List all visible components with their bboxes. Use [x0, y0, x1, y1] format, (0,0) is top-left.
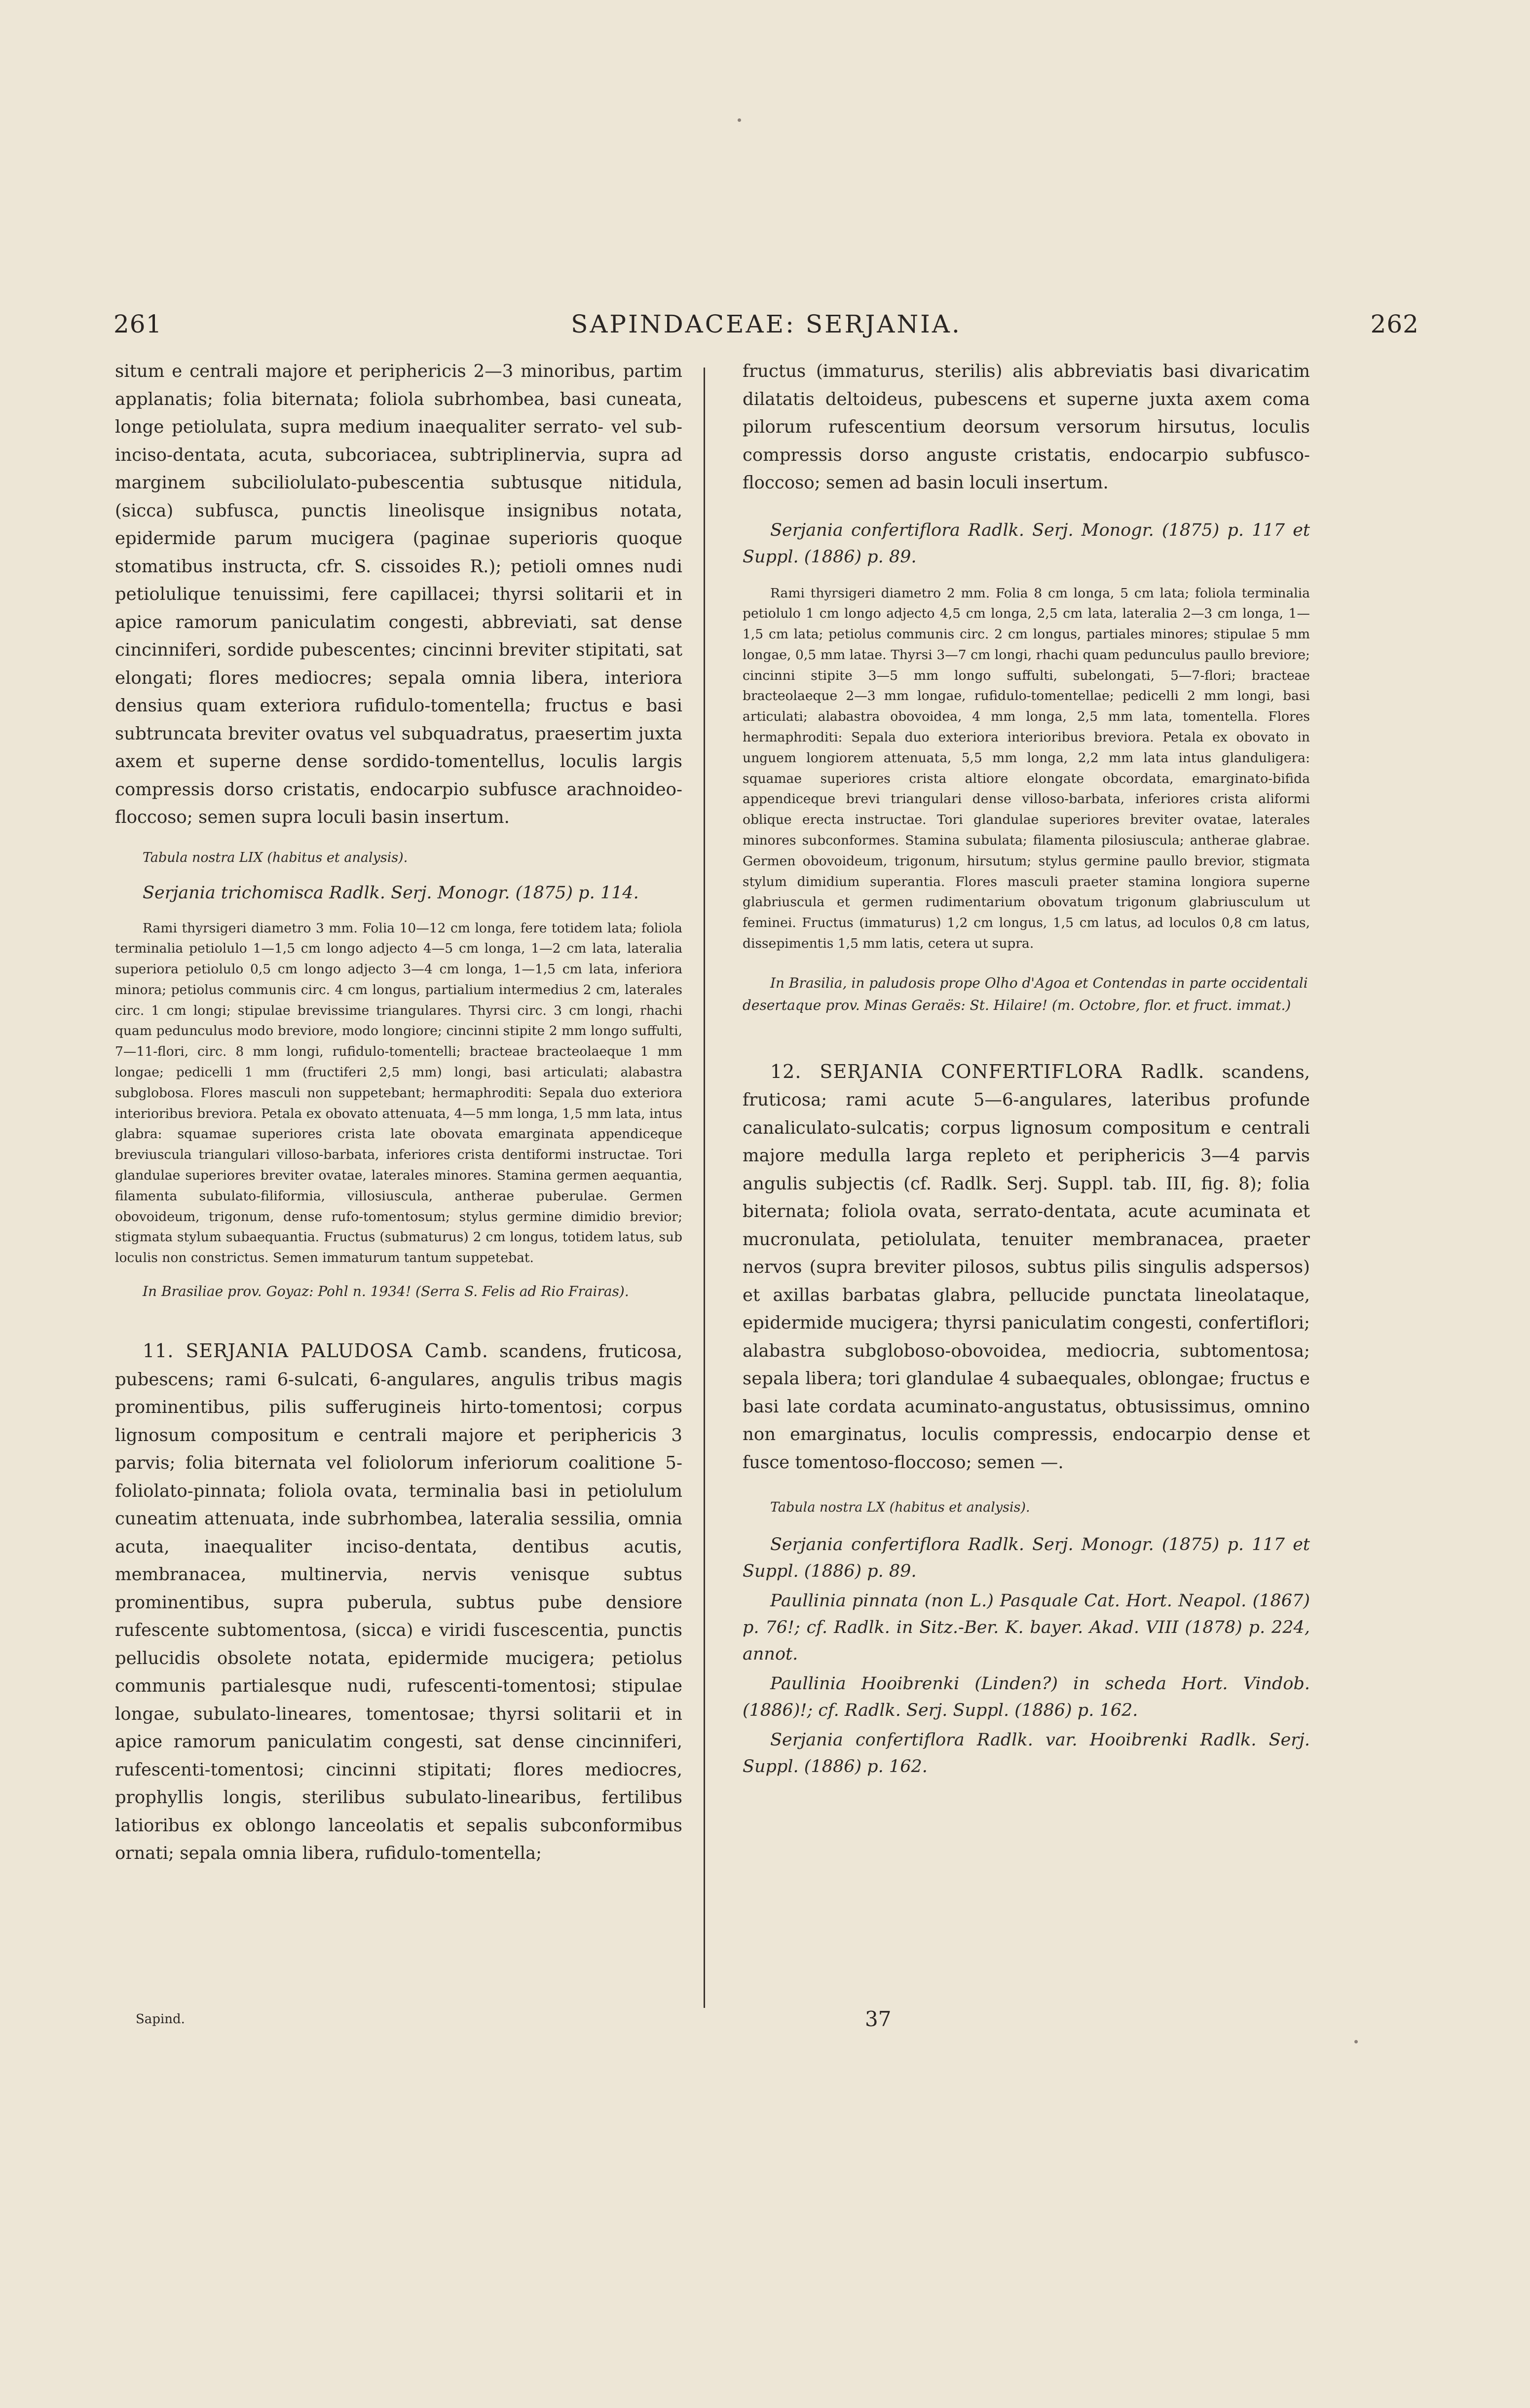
paragraph-continued-right: fructus (immaturus, sterilis) alis abbreviatis basi divaricatim dilatatis deltoideus, pubescens et superne juxta axem coma pilorum rufescentium deorsum versorum hirsutus, loculis compressis dorso anguste cristatis, endocarpio subfusco-floccoso; semen ad basin loculi insertum. — [743, 361, 1310, 493]
species-description-small-right: Rami thyrsigeri diametro 2 mm. Folia 8 cm longa, 5 cm lata; foliola terminalia petiolulo 1 cm longo adjecto 4,5 cm longa, 2,5 cm lata, lateralia 2—3 cm longa, 1—1,5 cm lata; petiolus communis circ. 2 cm longus, partiales minores; stipulae 5 mm longae, 0,5 mm latae. Thyrsi 3—7 cm longi, rhachi quam pedunculus paullo breviore; cincinni stipite 3—5 mm longo suffulti, subelongati, 5—7-flori; bracteae bracteolaeque 2—3 mm longae, rufidulo-tomentellae; pedicelli 2 mm longi, basi articulati; alabastra obovoidea, 4 mm longa, 2,5 mm lata, tomentella. Flores hermaphroditi: Sepala duo exteriora interioribus breviora. Petala ex obovato in unguem longiorem attenuata, 5,5 mm longa, 2,2 mm lata intus glanduligera: squamae superiores crista altiore elongate obcordata, emarginato-bifida appendiceque brevi triangulari dense villoso-barbata, inferiores crista aliformi oblique erecta instructae. Tori glandulae superiores breviter ovatae, laterales minores subconformes. Stamina subulata; filamenta pilosiuscula; antherae glabrae. Germen obovoideum, trigonum, hirsutum; stylus germine paullo brevior, stigmata stylum dimidium superantia. Flores masculi praeter stamina longiora superne glabriuscula et germen rudimentarium obovatum trigonum glabriusculum ut feminei. Fructus (immaturus) 1,2 cm longus, 1,5 cm latus, ad loculos 0,8 cm latus, dissepimentis 1,5 mm latis, cetera ut supra. — [743, 585, 1310, 952]
column-divider — [704, 368, 705, 2008]
species-12-heading: 12. SERJANIA CONFERTIFLORA Radlk. — [770, 1060, 1205, 1082]
species-12-text: scandens, fruticosa; rami acute 5—6-angulares, lateribus profunde canaliculato-sulcatis; corpus lignosum compositum e centrali majore medulla larga repleto et periphericis 3—4 parvis angulis subjectis (cf. Radlk. Serj. Suppl. tab. III, fig. 8); folia biternata; foliola ovata, serrato-dentata, acute acuminata et mucronulata, petiolulata, tenuiter membranacea, praeter nervos (supra breviter pilosos, subtus pilis singulis adspersos) et axillas barbatas glabra, pellucide punctata lineolataque, epidermide mucigera; thyrsi paniculatim congesti, confertiflori; alabastra subgloboso-obovoidea, mediocria, subtomentosa; sepala libera; tori glandulae 4 subaequales, oblongae; fructus e basi late cordata acuminato-angustatus, obtusissimus, omnino non emarginatus, loculis compressis, endocarpio dense et fusce tomentoso-floccoso; semen —. — [743, 1062, 1310, 1473]
signature-mark: Sapind. — [136, 2012, 185, 2027]
running-head — [113, 310, 1419, 338]
plate-reference-right: Tabula nostra LX (habitus et analysis). — [770, 1500, 1030, 1516]
paper-speck — [738, 118, 741, 122]
species-11-entry — [115, 1337, 682, 1868]
species-description-small: Rami thyrsigeri diametro 3 mm. Folia 10—12 cm longa, fere totidem lata; foliola terminalia petiolulo 1—1,5 cm longo adjecto 4—5 cm longa, 1—2 cm lata, lateralia superiora petiolulo 0,5 cm longo adjecto 3—4 cm longa, 1—1,5 cm lata, inferiora minora; petiolus communis circ. 4 cm longus, partialium intermedius 2 cm, laterales circ. 1 cm longi; stipulae brevissime triangulares. Thyrsi circ. 3 cm longi, rhachi quam pedunculus modo breviore, modo longiore; cincinni stipite 2 mm longo suffulti, 7—11-flori, circ. 8 mm longi, rufidulo-tomentelli; bracteae bracteolaeque 1 mm longae; pedicelli 1 mm (fructiferi 2,5 mm) longi, basi articulati; alabastra subglobosa. Flores masculi non suppetebant; hermaphroditi: Sepala duo exteriora interioribus breviora. Petala ex obovato attenuata, 4—5 mm longa, 1,5 mm lata, intus glabra: squamae superiores crista late obovata emarginata appendiceque breviuscula triangulari villoso-barbata, inferiores crista dentiformi instructae. Tori glandulae superiores breviter ovatae, laterales minores. Stamina germen aequantia, filamenta subulato-filiformia, villosiuscula, antherae puberulae. Germen obovoideum, trigonum, dense rufo-tomentosum; stylus germine dimidio brevior; stigmata stylum subaequantia. Fructus (submaturus) 2 cm longus, totidem latus, sub loculis non constrictus. Semen immaturum tantum suppetebat. — [115, 920, 682, 1266]
plate-reference: Tabula nostra LIX (habitus et analysis). — [143, 850, 408, 865]
page-number-right: 262 — [1370, 310, 1419, 338]
species-11-heading: 11. SERJANIA PALUDOSA Camb. — [143, 1340, 488, 1362]
synonym-citation-3: Paullinia Hooibrenki (Linden?) in scheda Hort. Vindob. (1886)!; cf. Radlk. Serj. Suppl. (1886) p. 162. — [743, 1674, 1310, 1721]
species-12-entry — [743, 1058, 1310, 1477]
habitat-locality-right: In Brasilia, in paludosis prope Olho d'Agoa et Contendas in parte occidentali desertaque prov. Minas Geraës: St. Hilaire! (m. Octobre, flor. et fruct. immat.) — [743, 974, 1308, 1013]
right-column — [743, 358, 1310, 1780]
synonym-citation-right: Serjania confertiflora Radlk. Serj. Monogr. (1875) p. 117 et Suppl. (1886) p. 89. — [743, 520, 1310, 567]
synonym-citation-1: Serjania confertiflora Radlk. Serj. Monogr. (1875) p. 117 et Suppl. (1886) p. 89. — [743, 1535, 1310, 1582]
synonym-citation: Serjania trichomisca Radlk. Serj. Monogr. (1875) p. 114. — [143, 883, 639, 903]
paragraph-continued: situm e centrali majore et periphericis 2—3 minoribus, partim applanatis; folia biternata; foliola subrhombea, basi cuneata, longe petiolulata, supra medium inaequaliter serrato- vel sub-inciso-dentata, acuta, subcoriacea, subtriplinervia, supra ad marginem subciliolulato-pubescentia subtusque nitidula, (sicca) subfusca, punctis lineolisque insignibus notata, epidermide parum mucigera (paginae superioris quoque stomatibus instructa, cfr. S. cissoides R.); petioli omnes nudi petiolulique tenuissimi, fere capillacei; thyrsi solitarii et in apice ramorum paniculatim congesti, abbreviati, sat dense cincinniferi, sordide pubescentes; cincinni breviter stipitati, sat elongati; flores mediocres; sepala omnia libera, interiora densius quam exteriora rufidulo-tomentella; fructus e basi subtruncata breviter ovatus vel subquadratus, praesertim juxta axem et superne dense sordido-tomentellus, loculis largis compressis dorso cristatis, endocarpio subfusce arachnoideo-floccoso; semen supra loculi basin insertum. — [115, 361, 682, 827]
synonym-citation-4: Serjania confertiflora Radlk. var. Hooibrenki Radlk. Serj. Suppl. (1886) p. 162. — [743, 1730, 1310, 1777]
left-column — [115, 358, 682, 1868]
species-11-text: scandens, fruticosa, pubescens; rami 6-sulcati, 6-angulares, angulis tribus magis prominentibus, pilis sufferugineis hirto-tomentosi; corpus lignosum compositum e centrali majore et periphericis 3 parvis; folia biternata vel foliolorum inferiorum coalitione 5-foliolato-pinnata; foliola ovata, terminalia basi in petiolulum cuneatim attenuata, inde subrhombea, lateralia sessilia, omnia acuta, inaequaliter inciso-dentata, dentibus acutis, membranacea, multinervia, nervis venisque subtus prominentibus, supra puberula, subtus pube densiore rufescente subtomentosa, (sicca) e viridi fuscescentia, punctis pellucidis obsolete notata, epidermide mucigera; petiolus communis partialesque nudi, rufescenti-tomentosi; stipulae longae, subulato-lineares, tomentosae; thyrsi solitarii et in apice ramorum paniculatim congesti, sat dense cincinniferi, rufescenti-tomentosi; cincinni stipitati; flores mediocres, prophyllis longis, sterilibus subulato-linearibus, fertilibus latioribus ex oblongo lanceolatis et sepalis subconformibus ornati; sepala omnia libera, rufidulo-tomentella; — [115, 1341, 682, 1864]
habitat-locality: In Brasiliae prov. Goyaz: Pohl n. 1934! (Serra S. Felis ad Rio Frairas). — [143, 1283, 629, 1300]
sheet-number: 37 — [865, 2007, 892, 2031]
synonym-citation-2: Paullinia pinnata (non L.) Pasquale Cat. Hort. Neapol. (1867) p. 76!; cf. Radlk. in Sitz.-Ber. K. bayer. Akad. VIII (1878) p. 224, annot. — [743, 1591, 1310, 1665]
paper-speck — [1354, 2040, 1358, 2043]
page-number-left: 261 — [113, 310, 162, 338]
running-title: SAPINDACEAE: SERJANIA. — [571, 310, 962, 338]
